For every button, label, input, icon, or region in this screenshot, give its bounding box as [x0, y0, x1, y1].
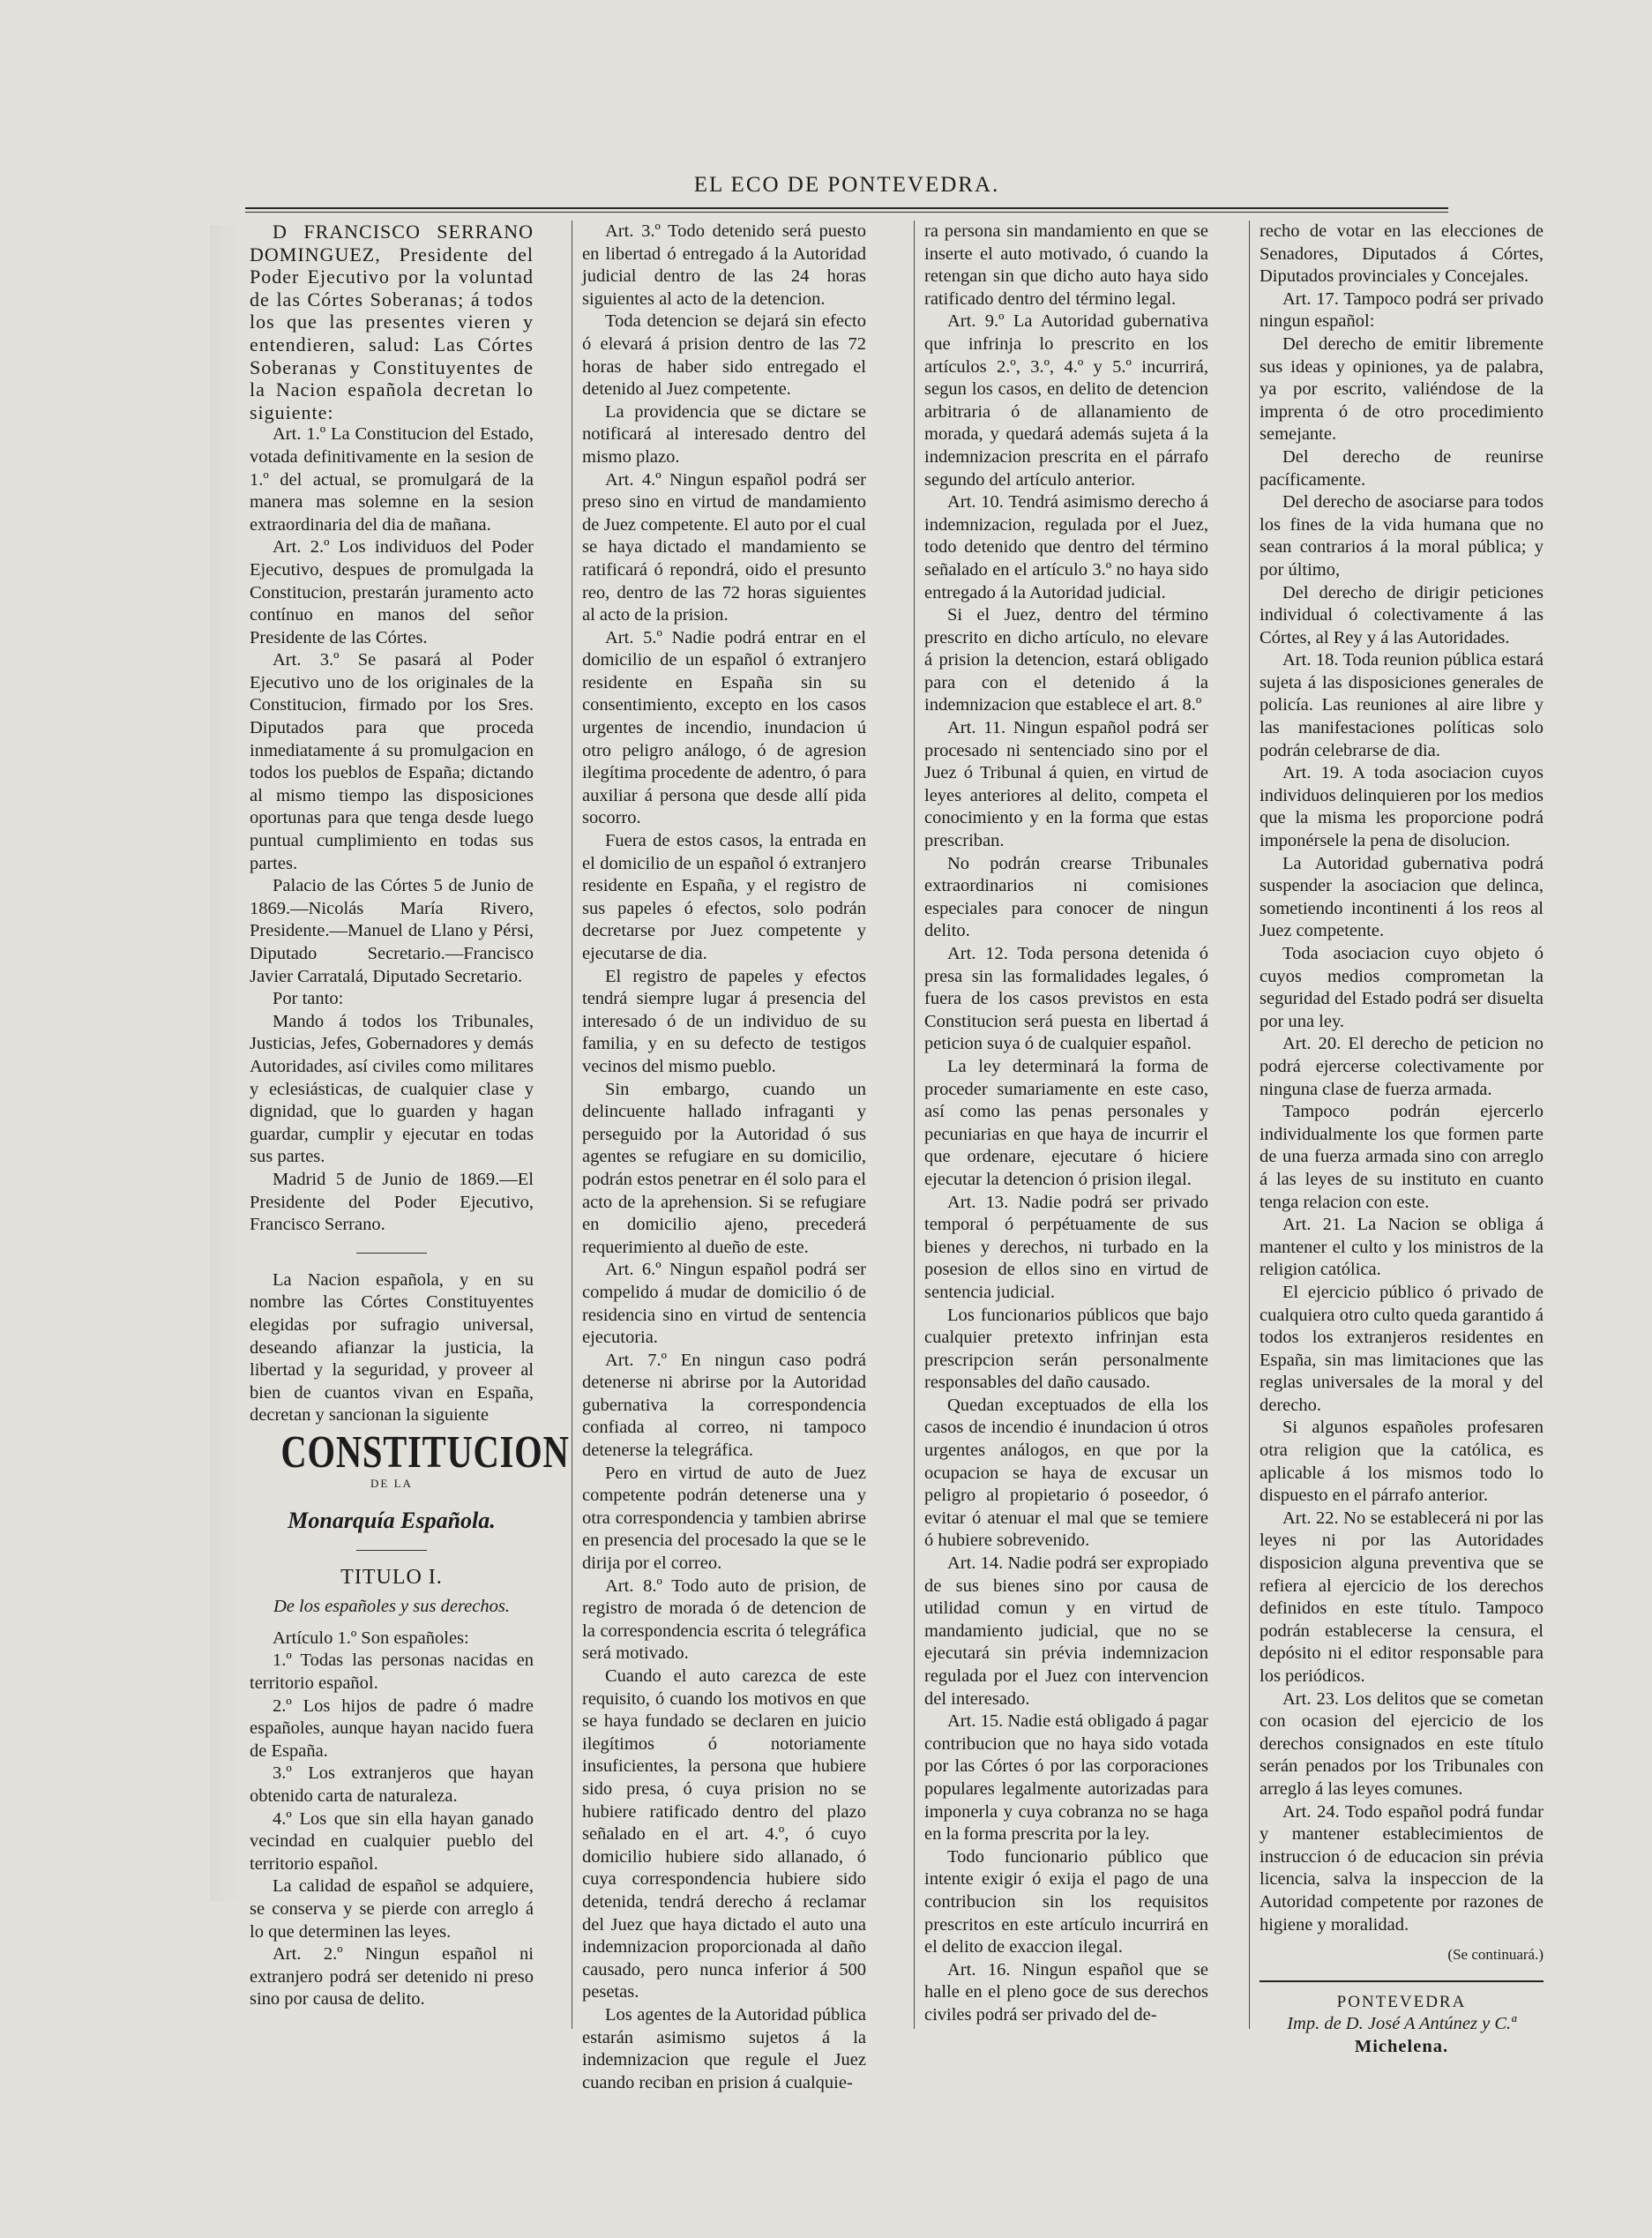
- article-8-b: Cuando el auto carezca de este requisito, ó cuando los motivos en que se haya fundado se declaren en juicio ilegítimos ó notoriamente insuficientes, la persona que hubiere sido presa, ó cuya prision no se hubiere ratificado dentro del plazo señalado en el art. 4.º, ó cuyo domicilio hubiere sido allanado, ó cuya correspondencia hubiere sido detenida, tendrá derecho á reclamar del Juez que haya dictado el auto una indemnizacion proporcionada al daño causado, pero nunca inferior á 500 pesetas.: [582, 1666, 866, 2002]
- decree-intro: D FRANCISCO SERRANO DOMINGUEZ, Presidente del Poder Ejecutivo por la voluntad de las Córtes Soberanas; á todos los que las presentes vieren y entendieren, salud: Las Córtes Soberanas y Constituyentes de la Nacion española decretan lo siguiente:: [250, 221, 534, 423]
- section-divider: [356, 1550, 427, 1551]
- article-4: Art. 4.º Ningun español podrá ser preso sino en virtud de mandamiento de Juez competente. El auto por el cual se haya dictado el mandamiento se ratificará ó repondrá, oido el presunto reo, dentro de las 72 horas siguientes al acto de la prision.: [582, 469, 866, 625]
- column-2: [582, 221, 866, 2092]
- article-18: Art. 18. Toda reunion pública estará sujeta á las disposiciones generales de policía. Las reuniones al aire libre y las manifestaciones políticas solo podrán celebrarse de dia.: [1260, 650, 1544, 760]
- article-5: Art. 5.º Nadie podrá entrar en el domicilio de un español ó extranjero residente en España sin su consentimiento, excepto en los casos urgentes de incendio, inundacion ú otro peligro análogo, ó de agresion ilegítima procedente de adentro, ó para auxiliar á persona que desde allí pida socorro.: [582, 627, 866, 828]
- decree-article-2: Art. 2.º Los individuos del Poder Ejecutivo, despues de promulgada la Constitucion, prestarán juramento acto contínuo en manos del señor Presidente de las Córtes.: [250, 537, 534, 647]
- article-2: Art. 2.º Ningun español ni extranjero podrá ser detenido ni preso sino por causa de delito.: [250, 1944, 534, 2010]
- madrid-date: Madrid 5 de Junio de 1869.—El Presidente del Poder Ejecutivo, Francisco Serrano.: [250, 1169, 534, 1235]
- article-3-b: Toda detencion se dejará sin efecto ó elevará á prision dentro de las 72 horas de haber sido entregado el detenido al Juez competente.: [582, 311, 866, 400]
- article-23: Art. 23. Los delitos que se cometan con ocasion del ejercicio de los derechos consignados en este título serán penados por los Tribunales con arreglo á las leyes comunes.: [1260, 1688, 1544, 1799]
- article-3: Art. 3.º Todo detenido será puesto en libertad ó entregado á la Autoridad judicial dentro de las 24 horas siguientes al acto de la detencion.: [582, 221, 866, 309]
- article-8: Art. 8.º Todo auto de prision, de registro de morada ó de detencion de la correspondencia escrita ó telegráfica será motivado.: [582, 1576, 866, 1664]
- article-1-item-2: 2.º Los hijos de padre ó madre españoles, aunque hayan nacido fuera de España.: [250, 1695, 534, 1761]
- preamble: La Nacion española, y en su nombre las Córtes Constituyentes elegidas por sufragio universal, deseando afianzar la justicia, la libertad y la seguridad, y proveer al bien de cuantos vivan en España, decretan y sancionan la siguiente: [250, 1269, 534, 1426]
- page-margin-shadow: [210, 225, 245, 1901]
- article-5-d: Sin embargo, cuando un delincuente hallado infraganti y perseguido por la Autoridad ó sus agentes se refugiare en su domicilio, podrán estos penetrar en él solo para el acto de la aprehension. Si se refugiare en domicilio ajeno, precederá requerimiento al dueño de este.: [582, 1079, 866, 1257]
- imprint-name: Michelena.: [1354, 2036, 1449, 2056]
- article-8-continued: ra persona sin mandamiento en que se inserte el auto motivado, ó cuando la retengan sin que dicho auto haya sido ratificado dentro del término legal.: [924, 221, 1208, 309]
- article-12-b: La ley determinará la forma de proceder sumariamente en este caso, así como las penas personales y pecuniarias en que haya de incurrir el que ordenare, ejecutare ó hiciere ejecutar la detencion ó prision ilegal.: [924, 1056, 1208, 1189]
- article-5-c: El registro de papeles y efectos tendrá siempre lugar á presencia del interesado ó de un individuo de su familia, y en su defecto de testigos vecinos del mismo pueblo.: [582, 966, 866, 1076]
- article-17-c: Del derecho de asociarse para todos los fines de la vida humana que no sean contrarios á la moral pública; y por último,: [1260, 492, 1544, 580]
- article-1-item-4: 4.º Los que sin ella hayan ganado vecindad en cualquier pueblo del territorio español.: [250, 1808, 534, 1874]
- article-13-c: Quedan exceptuados de ella los casos de incendio é inundacion ú otros urgentes análogos, en que por la ocupacion se haya de excusar un peligro al propietario ó poseedor, ó evitar ó atenuar el mal que se temiere ó hubiere sobrevenido.: [924, 1395, 1208, 1551]
- article-13-b: Los funcionarios públicos que bajo cualquier pretexto infrinjan esta prescripcion serán personalmente responsables del daño causado.: [924, 1305, 1208, 1393]
- article-17-a: Del derecho de emitir libremente sus ideas y opiniones, ya de palabra, ya por escrito, valiéndose de la imprenta ó de otro procedimiento semejante.: [1260, 333, 1544, 445]
- article-1-item-3: 3.º Los extranjeros que hayan obtenido carta de naturaleza.: [250, 1763, 534, 1806]
- column-4: [1260, 221, 1544, 2056]
- article-22: Art. 22. No se establecerá ni por las leyes ni por las Autoridades disposicion alguna preventiva que se refiera al ejercicio de los derechos definidos en este título. Tampoco podrán establecerse la censura, el depósito ni el editor responsable para los periódicos.: [1260, 1508, 1544, 1686]
- article-5-b: Fuera de estos casos, la entrada en el domicilio de un español ó extranjero residente en España, y el registro de sus papeles ó efectos, solo podrán decretarse por Juez competente y ejecutarse de dia.: [582, 831, 866, 963]
- titulo-heading: TITULO I.: [340, 1565, 443, 1589]
- calidad-paragraph: La calidad de español se adquiere, se conserva y se pierde con arreglo á lo que determinen las leyes.: [250, 1876, 534, 1942]
- article-15: Art. 15. Nadie está obligado á pagar contribucion que no haya sido votada por las Córtes ó por las corporaciones populares legalmente autorizadas para imponerla y cuya cobranza no se haga en la forma prescrita por la ley.: [924, 1711, 1209, 1845]
- column-divider: [1249, 221, 1250, 2029]
- article-16: Art. 16. Ningun español que se halle en el pleno goce de sus derechos civiles podrá ser privado del de-: [924, 1959, 1208, 2025]
- article-24: Art. 24. Todo español podrá fundar y mantener establecimientos de instruccion ó de educacion sin prévia licencia, salva la inspeccion de la Autoridad competente por razones de higiene y moralidad.: [1260, 1801, 1544, 1935]
- article-20: Art. 20. El derecho de peticion no podrá ejercerse colectivamente por ninguna clase de fuerza armada.: [1260, 1034, 1544, 1099]
- newspaper-title: EL ECO DE PONTEVEDRA.: [693, 173, 1000, 197]
- section-divider: [356, 1253, 427, 1254]
- article-11-b: No podrán crearse Tribunales extraordinarios ni comisiones especiales para conocer de ningun delito.: [924, 853, 1208, 941]
- decree-signature: Palacio de las Córtes 5 de Junio de 1869.—Nicolás María Rivero, Presidente.—Manuel de Llano y Pérsi, Diputado Secretario.—Francisco Javier Carratalá, Diputado Secretario.: [250, 876, 534, 986]
- mando: Mando á todos los Tribunales, Justicias, Jefes, Gobernadores y demás Autoridades, así civiles como militares y eclesiásticas, de cualquier clase y dignidad, que lo guarden y hagan guardar, cumplir y ejecutar en todas sus partes.: [250, 1011, 534, 1167]
- article-7-b: Pero en virtud de auto de Juez competente podrán detenerse una y otra correspondencia y tambien abrirse en presencia del procesado la que se le dirija por el correo.: [582, 1463, 866, 1574]
- decree-article-3: Art. 3.º Se pasará al Poder Ejecutivo uno de los originales de la Constitucion, firmado por los Sres. Diputados para que proceda inmediatamente á su promulgacion en todos los pueblos de España; dictando al mismo tiempo las disposiciones oportunas para que tenga desde luego puntual cumplimiento en todas sus partes.: [250, 650, 534, 873]
- por-tanto: Por tanto:: [273, 989, 344, 1009]
- continued-note: (Se continuará.): [1447, 1946, 1544, 1964]
- article-19-b: La Autoridad gubernativa podrá suspender la asociacion que delinca, sometiendo incontinenti á los reos al Juez competente.: [1260, 853, 1544, 941]
- titulo-subheading: De los españoles y sus derechos.: [273, 1597, 510, 1617]
- article-17: Art. 17. Tampoco podrá ser privado ningun español:: [1260, 288, 1544, 332]
- header-rule-thin: [245, 212, 1448, 213]
- column-3: [924, 221, 1209, 2025]
- article-9: Art. 9.º La Autoridad gubernativa que infrinja lo prescrito en los artículos 2.º, 3.º, 4.º y 5.º incurrirá, segun los casos, en delito de detencion arbitraria ó de allanamiento de morada, y quedará además sujeta á la indemnizacion prescrita en el párrafo segundo del artículo anterior.: [924, 311, 1208, 490]
- article-3-c: La providencia que se dictare se notificará al interesado dentro del mismo plazo.: [582, 401, 866, 467]
- monarquia-heading: Monarquía Española.: [288, 1508, 496, 1534]
- imprint-printer: Imp. de D. José A Antúnez y C.ª: [1287, 2014, 1516, 2034]
- article-17-b: Del derecho de reunirse pacíficamente.: [1260, 446, 1544, 490]
- article-21-b: El ejercicio público ó privado de cualquiera otro culto queda garantido á todos los extranjeros residentes en España, sin mas limitaciones que las reglas universales de la moral y del derecho.: [1260, 1282, 1544, 1415]
- article-19: Art. 19. A toda asociacion cuyos individuos delinquieren por los medios que la misma les proporcione podrá imponérsele la pena de disolucion.: [1260, 763, 1544, 851]
- article-11: Art. 11. Ningun español podrá ser procesado ni sentenciado sino por el Juez ó Tribunal á quien, en virtud de leyes anteriores al delito, competa el conocimiento y en la forma que estas prescriban.: [924, 718, 1208, 851]
- article-10: Art. 10. Tendrá asimismo derecho á indemnizacion, regulada por el Juez, todo detenido que dentro del término señalado en el artículo 3.º no haya sido entregado á la Autoridad judicial.: [924, 492, 1208, 603]
- constitucion-heading: CONSTITUCION: [280, 1426, 570, 1478]
- article-12: Art. 12. Toda persona detenida ó presa sin las formalidades legales, ó fuera de los casos previstos en esta Constitucion será puesta en libertad á peticion suya ó de cualquier español.: [924, 944, 1208, 1054]
- imprint-place: PONTEVEDRA: [1336, 1992, 1467, 2011]
- article-17-d: Del derecho de dirigir peticiones individual ó colectivamente á las Córtes, al Rey y á las Autoridades.: [1260, 582, 1544, 647]
- article-10-b: Si el Juez, dentro del término prescrito en dicho artículo, no elevare á prision la detencion, estará obligado para con el detenido á la indemnizacion que establece el art. 8.º: [924, 605, 1208, 715]
- imprint-rule: [1260, 1980, 1544, 1982]
- article-21-c: Si algunos españoles profesaren otra religion que la católica, es aplicable á los mismos todo lo dispuesto en el párrafo anterior.: [1260, 1418, 1544, 1506]
- column-1: [250, 221, 570, 2010]
- article-8-c: Los agentes de la Autoridad pública estarán asimismo sujetos á la indemnizacion que regule el Juez cuando reciban en prision á cualquie-: [582, 2004, 866, 2092]
- article-14: Art. 14. Nadie podrá ser expropiado de sus bienes sino por causa de utilidad comun y en virtud de mandamiento judicial, que no se ejecutará sin prévia indemnizacion regulada por el Juez con intervencion del interesado.: [924, 1553, 1208, 1709]
- article-6: Art. 6.º Ningun español podrá ser compelido á mudar de domicilio ó de residencia sino en virtud de sentencia ejecutoria.: [582, 1260, 866, 1348]
- article-21: Art. 21. La Nacion se obliga á mantener el culto y los ministros de la religion católica.: [1260, 1215, 1544, 1280]
- article-7: Art. 7.º En ningun caso podrá detenerse ni abrirse por la Autoridad gubernativa la correspondencia confiada al correo, ni tampoco detenerse la telegráfica.: [582, 1350, 866, 1461]
- de-la-label: DE LA: [370, 1477, 413, 1491]
- article-20-b: Tampoco podrán ejercerlo individualmente los que formen parte de una fuerza armada sino con arreglo á las leyes de su instituto en cuanto tenga relacion con este.: [1260, 1102, 1544, 1212]
- article-15-b: Todo funcionario público que intente exigir ó exija el pago de una contribucion sin los requisitos prescritos en este artículo incurrirá en el delito de exaccion ilegal.: [924, 1846, 1208, 1957]
- header-rule: [245, 207, 1448, 209]
- article-1: Artículo 1.º Son españoles:: [273, 1628, 469, 1648]
- article-13: Art. 13. Nadie podrá ser privado temporal ó perpétuamente de sus bienes y derechos, ni turbado en la posesion de ellos sino en virtud de sentencia judicial.: [924, 1192, 1208, 1302]
- column-divider: [914, 221, 915, 2029]
- decree-article-1: Art. 1.º La Constitucion del Estado, votada definitivamente en la sesion de 1.º del actual, se promulgará de la manera mas solemne en la sesion extraordinaria del dia de mañana.: [250, 424, 534, 535]
- article-1-item-1: 1.º Todas las personas nacidas en territorio español.: [250, 1650, 534, 1694]
- article-19-c: Toda asociacion cuyo objeto ó cuyos medios comprometan la seguridad del Estado podrá ser disuelta por una ley.: [1260, 944, 1544, 1031]
- article-16-continued: recho de votar en las elecciones de Senadores, Diputados á Córtes, Diputados provinciales y Concejales.: [1260, 221, 1544, 287]
